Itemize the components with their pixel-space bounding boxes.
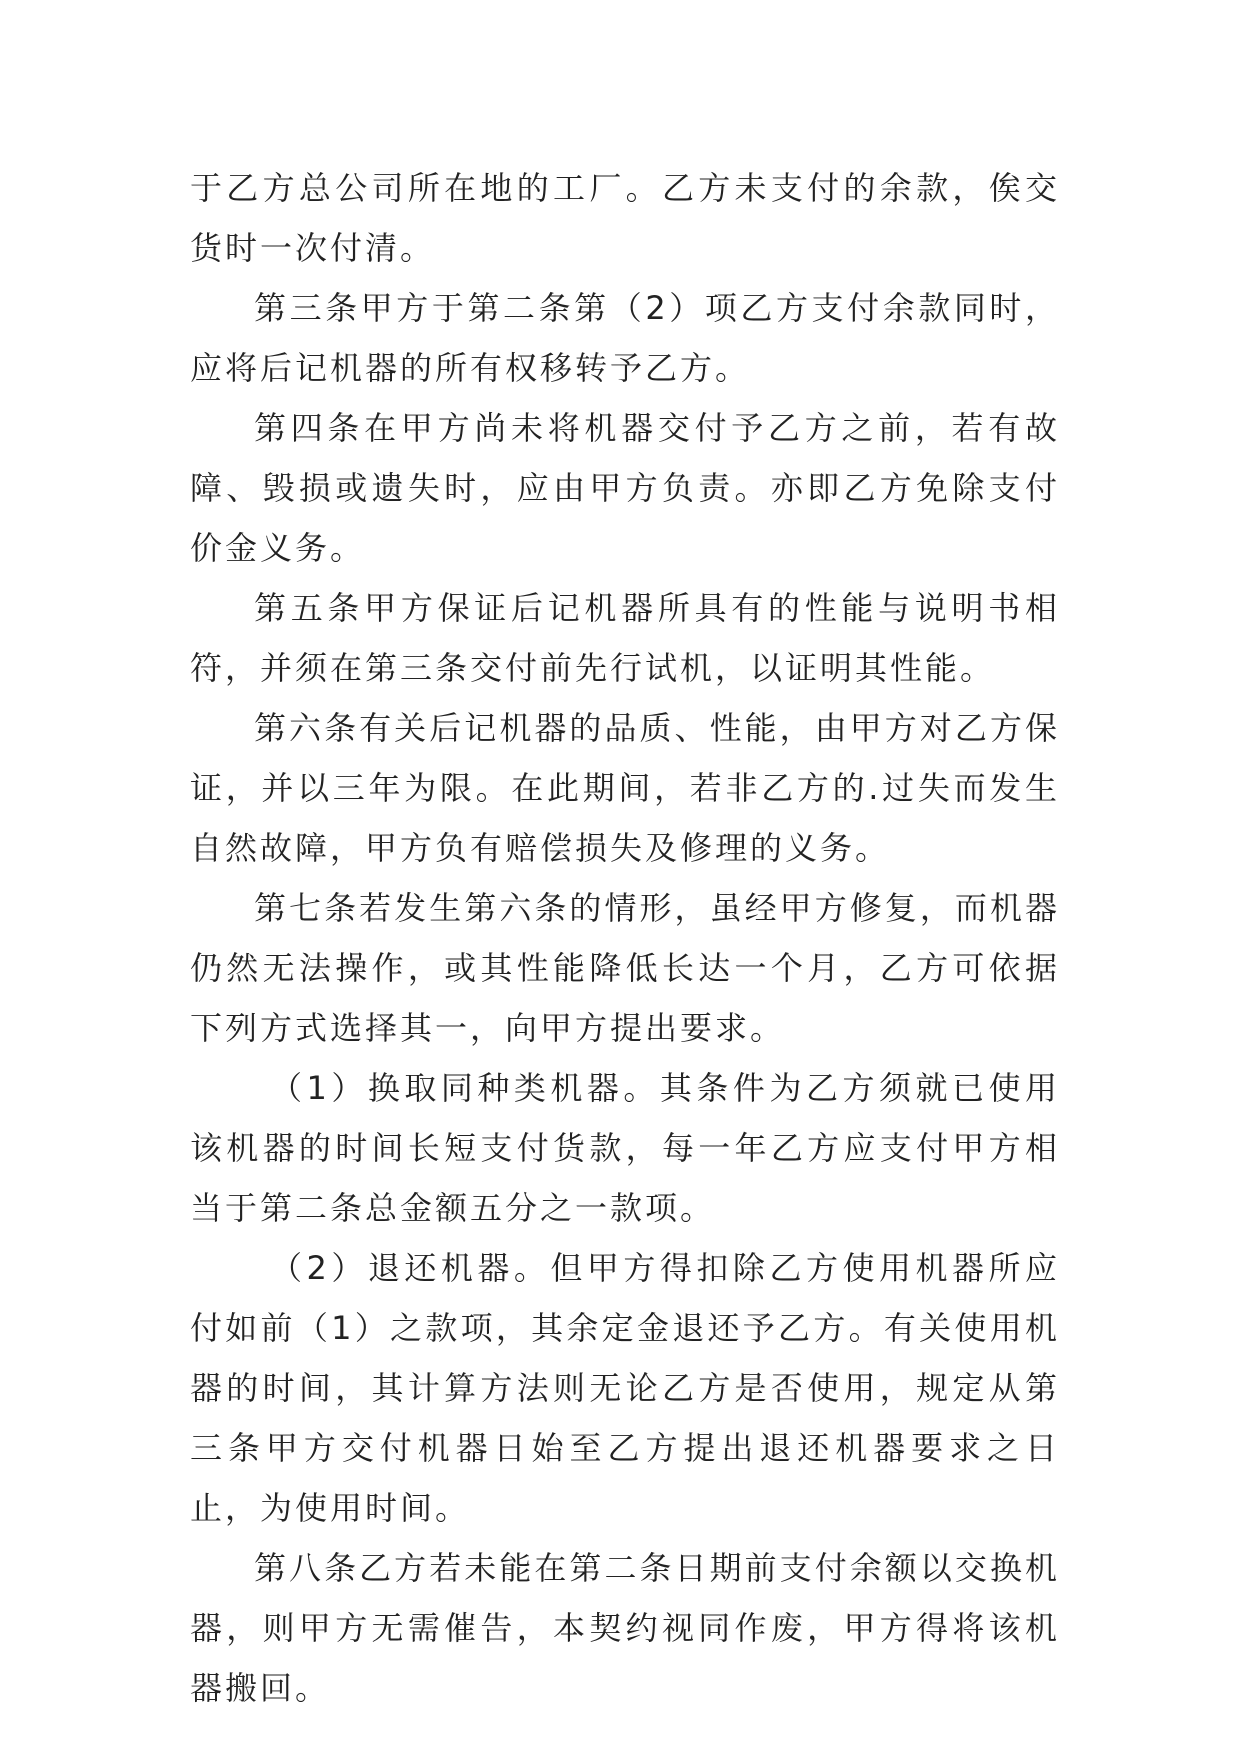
document-body <box>190 158 1060 1718</box>
paragraph-article-8: 第八条乙方若未能在第二条日期前支付余额以交换机器，则甲方无需催告，本契约视同作废，甲方得将该机器搬回。 <box>190 1549 1060 1707</box>
paragraph-continuation: 于乙方总公司所在地的工厂。乙方未支付的余款，俟交货时一次付清。 <box>190 169 1060 267</box>
paragraph-article-5: 第五条甲方保证后记机器所具有的性能与说明书相符，并须在第三条交付前先行试机，以证明其性能。 <box>190 589 1060 687</box>
paragraph-article-7-item-1: （1）换取同种类机器。其条件为乙方须就已使用该机器的时间长短支付货款，每一年乙方应支付甲方相当于第二条总金额五分之一款项。 <box>190 1069 1060 1227</box>
paragraph-article-7-item-2: （2）退还机器。但甲方得扣除乙方使用机器所应付如前（1）之款项，其余定金退还予乙方。有关使用机器的时间，其计算方法则无论乙方是否使用，规定从第三条甲方交付机器日始至乙方提出退还机器要求之日止，为使用时间。 <box>190 1249 1060 1527</box>
paragraph-article-4: 第四条在甲方尚未将机器交付予乙方之前，若有故障、毁损或遗失时，应由甲方负责。亦即乙方免除支付价金义务。 <box>190 409 1060 567</box>
paragraph-article-7: 第七条若发生第六条的情形，虽经甲方修复，而机器仍然无法操作，或其性能降低长达一个月，乙方可依据下列方式选择其一，向甲方提出要求。 <box>190 889 1060 1047</box>
paragraph-article-6: 第六条有关后记机器的品质、性能，由甲方对乙方保证，并以三年为限。在此期间，若非乙方的.过失而发生自然故障，甲方负有赔偿损失及修理的义务。 <box>190 709 1060 867</box>
paragraph-article-3: 第三条甲方于第二条第（2）项乙方支付余款同时，应将后记机器的所有权移转予乙方。 <box>190 289 1060 387</box>
